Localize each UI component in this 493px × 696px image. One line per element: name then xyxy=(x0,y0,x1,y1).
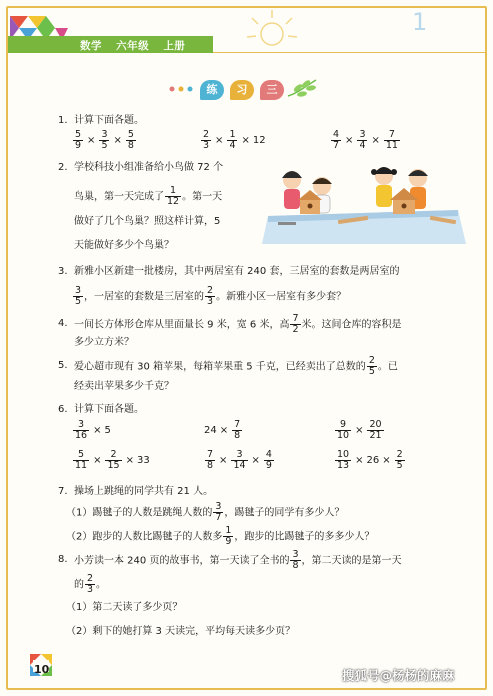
q7-sub-1: （1）踢毽子的人数是跳绳人数的 $\frac{3}{7}$ ，踢毽子的同学有多少人？ xyxy=(66,501,345,523)
q1-text: 计算下面各题。 xyxy=(74,115,144,126)
q8-line-2: 的 $\frac{2}{3}$ 。 xyxy=(74,573,107,595)
q3-number: 3. xyxy=(58,266,68,277)
q5-line-1: 爱心超市现有 30 箱苹果，每箱苹果重 5 千克，已经卖出了总数的 $\frac{2}{5}$ 。已 xyxy=(74,355,398,377)
q7-sub-2: （2）跑步的人数比踢毽子的人数多 $\frac{1}{9}$ ，跑步的比踢毽子的多多少人？ xyxy=(66,525,375,547)
header-text xyxy=(80,38,195,53)
q7-text: 操场上跳绳的同学共有 21 人。 xyxy=(74,486,214,497)
page-number: 10 xyxy=(34,663,50,676)
q1-expr-2: $\frac{2}{3}$ × $\frac{1}{4}$ × 12 xyxy=(203,129,266,151)
q5-number: 5. xyxy=(58,360,68,371)
exercise-title xyxy=(168,70,318,106)
kids-building-birdhouses-illustration xyxy=(258,156,470,246)
q2-number: 2. xyxy=(58,162,68,173)
q2-line-2: 鸟巢，第一天完成了 $\frac{1}{12}$ 。第一天 xyxy=(74,185,223,207)
decor-number: 1 xyxy=(412,8,428,36)
q3-line-2: $\frac{3}{5}$ ，一居室的套数是三居室的 $\frac{2}{3}$ 。新雅小区一居室有多少套？ xyxy=(75,285,347,307)
watermark: 搜狐号@杨杨的麻麻 xyxy=(342,668,455,683)
header-subject: 数学 xyxy=(80,40,102,52)
q6-r2c3: $\frac{10}{13}$ × 26 × $\frac{2}{5}$ xyxy=(337,449,403,471)
q3-line-1: 新雅小区新建一批楼房，其中两居室有 240 套，三居室的套数是两居室的 xyxy=(74,266,400,277)
q2-line-1: 学校科技小组准备给小鸟做 72 个 xyxy=(74,162,224,173)
leaf-icon xyxy=(286,76,318,100)
q8-sub-1: （1）第二天读了多少页？ xyxy=(66,602,183,613)
title-char-1: 练 xyxy=(200,80,224,100)
q6-number: 6. xyxy=(58,404,68,415)
q6-text: 计算下面各题。 xyxy=(74,404,144,415)
q2-line-4: 天能做好多少个鸟巢？ xyxy=(74,240,174,251)
q6-r2c2: $\frac{7}{8}$ × $\frac{3}{14}$ × $\frac{4}{9}$ xyxy=(207,449,272,471)
header-volume: 上册 xyxy=(163,40,186,52)
q6-r1c1: $\frac{3}{16}$ × 5 xyxy=(75,419,111,441)
q8-number: 8. xyxy=(58,554,68,565)
q8-line-1: 小芳读一本 240 页的故事书，第一天读了全书的 $\frac{3}{8}$ ，第二天读的是第一天 xyxy=(74,549,402,571)
header-grade: 六年级 xyxy=(116,40,150,52)
title-char-2: 习 xyxy=(230,80,254,100)
q4-line-2: 多少立方米？ xyxy=(74,337,134,348)
q1-number: 1. xyxy=(58,115,68,126)
q4-number: 4. xyxy=(58,318,68,329)
sun-icon xyxy=(242,4,302,48)
q5-line-2: 经卖出苹果多少千克？ xyxy=(74,381,174,392)
q8-sub-2: （2）剩下的她打算 3 天读完，平均每天读多少页？ xyxy=(66,626,296,637)
q1-expr-1: $\frac{5}{9}$ × $\frac{3}{5}$ × $\frac{5}{8}$ xyxy=(75,129,134,151)
q2-line-3: 做好了几个鸟巢？照这样计算，5 xyxy=(74,216,221,227)
q7-number: 7. xyxy=(58,486,68,497)
q4-line-1: 一间长方体形仓库从里面量长 9 米，宽 6 米，高 $\frac{7}{2}$ 米。这间仓库的容积是 xyxy=(74,313,402,335)
q6-r2c1: $\frac{5}{11}$ × $\frac{2}{15}$ × 33 xyxy=(75,449,150,471)
q6-r1c3: $\frac{9}{10}$ × $\frac{20}{21}$ xyxy=(337,419,382,441)
title-char-3: 三 xyxy=(260,80,284,100)
dots-decoration-icon xyxy=(168,84,198,94)
header-divider xyxy=(213,52,487,53)
q1-expr-3: $\frac{4}{7}$ × $\frac{3}{4}$ × $\frac{7}{11}$ xyxy=(333,129,398,151)
q6-r1c2: 24 × $\frac{7}{8}$ xyxy=(204,419,241,441)
